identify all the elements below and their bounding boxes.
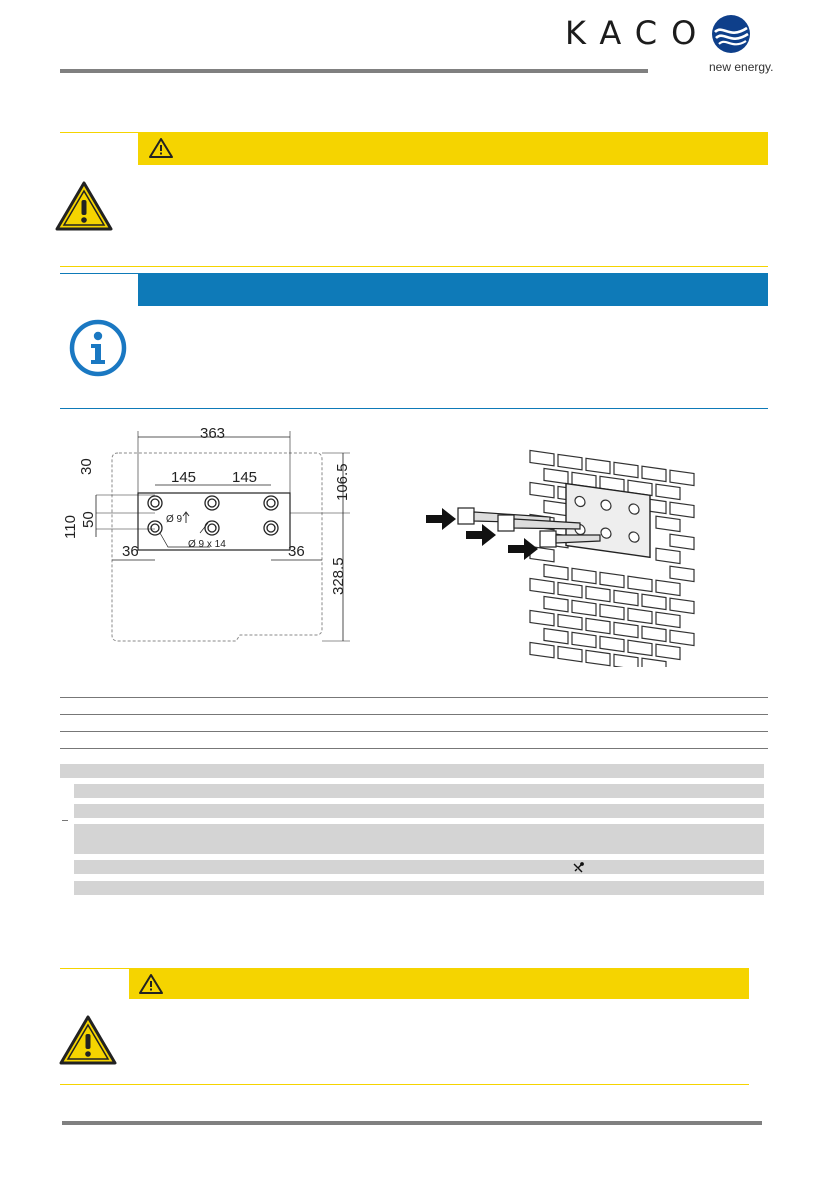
wrench-screwdriver-icon bbox=[572, 861, 584, 873]
dim-edge-right: 36 bbox=[288, 543, 305, 560]
table-rule bbox=[60, 748, 768, 749]
dim-height-left: 110 bbox=[62, 515, 79, 539]
warning-banner bbox=[129, 968, 749, 999]
slot-size-label: Ø 9 x 14 bbox=[188, 539, 226, 550]
warning-triangle-icon bbox=[58, 1014, 118, 1066]
info-bottom-rule bbox=[60, 408, 768, 409]
hole-diameter-label: Ø 9 bbox=[166, 514, 183, 525]
procedure-step bbox=[74, 784, 764, 798]
dim-mid-offset: 50 bbox=[80, 511, 97, 528]
procedure-step bbox=[74, 860, 764, 874]
table-rule bbox=[60, 731, 768, 732]
dim-spacing-right: 145 bbox=[232, 469, 258, 486]
warning-triangle-icon bbox=[54, 180, 114, 232]
procedure-step bbox=[74, 824, 764, 854]
table-rule bbox=[60, 714, 768, 715]
info-circle-icon bbox=[68, 318, 128, 378]
wall-mounting-illustration bbox=[420, 435, 700, 667]
dim-overall-width: 363 bbox=[200, 425, 226, 442]
warning-banner bbox=[138, 132, 768, 165]
table-rule bbox=[60, 697, 768, 698]
header-rule bbox=[60, 69, 648, 73]
dim-edge-left: 36 bbox=[122, 543, 139, 560]
warning-small-icon bbox=[148, 137, 174, 159]
brand-logo-icon bbox=[711, 14, 751, 54]
dim-bottom-right: 328.5 bbox=[330, 557, 347, 595]
brand-tagline: new energy. bbox=[709, 60, 774, 74]
procedure-step bbox=[74, 881, 764, 895]
dim-top-right: 106.5 bbox=[334, 463, 351, 501]
dim-top-offset: 30 bbox=[78, 458, 95, 475]
procedure-step bbox=[74, 804, 764, 818]
warning-bottom-rule bbox=[60, 266, 768, 267]
footer-rule bbox=[62, 1121, 762, 1125]
info-banner bbox=[138, 273, 768, 306]
procedure-header bbox=[60, 764, 764, 778]
warning-bottom-rule bbox=[60, 1084, 749, 1085]
brand-logo-text: KACO bbox=[565, 14, 711, 52]
step-marker bbox=[62, 820, 68, 821]
warning-small-icon bbox=[138, 973, 164, 995]
dim-spacing-left: 145 bbox=[171, 469, 197, 486]
bracket-dimension-drawing bbox=[60, 415, 370, 660]
